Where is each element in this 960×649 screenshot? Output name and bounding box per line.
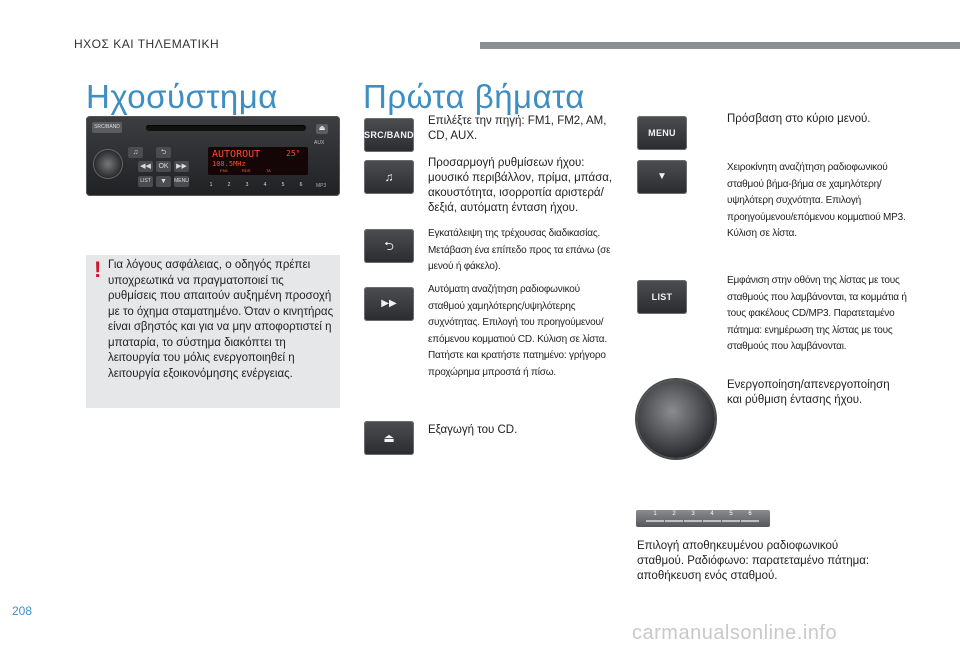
display-main-text: AUTOROUT <box>212 149 261 160</box>
preset-divider <box>665 520 683 522</box>
preset-divider <box>722 520 740 522</box>
back-arrow-icon: ⮌ <box>364 229 414 263</box>
radio-preset-number: 2 <box>227 182 231 188</box>
radio-down-arrow-icon: ▼ <box>156 176 171 187</box>
step-text: Επιλέξτε την πηγή: FM1, FM2, AM, CD, AUX. <box>428 115 607 142</box>
step-text: Εξαγωγή του CD. <box>428 424 518 436</box>
radio-ok-button: OK <box>156 161 171 172</box>
radio-rewind-icon: ◀◀ <box>138 161 153 172</box>
step-text: Ενεργοποίηση/απενεργοποίηση και ρύθμιση έντασης ήχου. <box>727 379 890 406</box>
preset-number: 2 <box>672 511 676 517</box>
music-note-icon: ♫ <box>364 160 414 194</box>
step-text: Εγκατάλειψη της τρέχουσας διαδικασίας. Μετάβαση ένα επίπεδο προς τα επάνω (σε μενού ή φάκελο). <box>428 228 611 272</box>
radio-preset-number: 1 <box>209 182 213 188</box>
cd-slot <box>146 125 306 131</box>
preset-number: 6 <box>748 511 752 517</box>
list-button: LIST <box>637 280 687 314</box>
preset-number: 4 <box>710 511 714 517</box>
eject-icon: ⏏ <box>364 421 414 455</box>
preset-divider <box>684 520 702 522</box>
step-text: Χειροκίνητη αναζήτηση ραδιοφωνικού σταθμού βήμα-βήμα σε χαμηλότερη/υψηλότερη συχνότητα. Επιλογή προηγούμενου/επόμενου κομματιού MP3. Κύλιση σε λίστα. <box>727 162 906 239</box>
right-title: Πρώτα βήματα <box>363 78 585 115</box>
step-text: Πρόσβαση στο κύριο μενού. <box>727 113 871 125</box>
volume-knob-icon <box>637 380 715 458</box>
radio-preset-number: 6 <box>299 182 303 188</box>
display-indicator: RDS <box>242 168 251 173</box>
menu-button: MENU <box>637 116 687 150</box>
radio-src-band-button: SRC/BAND <box>92 122 122 133</box>
radio-menu-button: MENU <box>174 176 189 187</box>
preset-divider <box>741 520 759 522</box>
warning-exclamation-icon: ! <box>94 257 102 282</box>
radio-unit-image <box>86 116 340 196</box>
step-text: Εμφάνιση στην οθόνη της λίστας με τους σταθμούς που λαμβάνονται, τα κομμάτια ή τους φακέλους CD/MP3. Παρατεταμένο πάτημα: ενημέρωση της λίστας με τους σταθμούς που λαμβάνονται. <box>727 275 907 352</box>
preset-divider <box>703 520 721 522</box>
display-temperature: 25° <box>286 149 301 158</box>
radio-aux-label: AUX <box>314 140 325 146</box>
preset-buttons-icon <box>636 510 770 527</box>
radio-preset-number: 4 <box>263 182 267 188</box>
step-text: Επιλογή αποθηκευμένου ραδιοφωνικού σταθμού. Ραδιόφωνο: παρατεταμένο πάτημα: αποθήκευση ενός σταθμού. <box>637 540 870 582</box>
radio-back-arrow-icon: ⮌ <box>156 147 171 158</box>
preset-number: 1 <box>653 511 657 517</box>
left-title: Ηχοσύστημα <box>86 78 278 115</box>
display-indicator: TA <box>266 168 271 173</box>
fast-forward-icon: ▶▶ <box>364 287 414 321</box>
safety-warning-text: Για λόγους ασφάλειας, ο οδηγός πρέπει υποχρεωτικά να πραγματοποιεί τις ρυθμίσεις που απαιτούν αυξημένη προσοχή με το όχημα σταματημένο. Όταν ο κινητήρας είναι σβηστός και για να μην αποφορτιστεί η μπαταρία, το σύστημα διακόπτει τη λειτουργία του μόλις ενεργοποιηθεί η λειτουργία εξοικονόμησης ενέργειας. <box>108 259 334 380</box>
header-bar <box>480 42 960 49</box>
radio-preset-number: 3 <box>245 182 249 188</box>
preset-number: 5 <box>729 511 733 517</box>
radio-mp3-label: MP3 <box>316 183 327 189</box>
watermark: carmanualsonline.info <box>632 622 838 644</box>
radio-fast-forward-icon: ▶▶ <box>174 161 189 172</box>
radio-preset-number: 5 <box>281 182 285 188</box>
radio-preset-strip <box>204 182 314 190</box>
preset-divider <box>646 520 664 522</box>
page-number: 208 <box>12 604 33 618</box>
src-band-button: SRC/BAND <box>364 118 414 152</box>
preset-number: 3 <box>691 511 695 517</box>
display-frequency: 108.5MHz <box>212 160 246 168</box>
safety-warning-box <box>86 255 340 408</box>
down-arrow-icon: ▼ <box>637 160 687 194</box>
step-text: Προσαρμογή ρυθμίσεων ήχου: μουσικό περιβάλλον, πρίμα, μπάσα, ακουστότητα, ισορροπία αριστερά/δεξιά, αυτόματη ένταση ήχου. <box>428 157 613 214</box>
section-header: ΗΧΟΣ ΚΑΙ ΤΗΛΕΜΑΤΙΚΗ <box>74 37 220 51</box>
step-text: Αυτόματη αναζήτηση ραδιοφωνικού σταθμού χαμηλότερης/υψηλότερης συχνότητας. Επιλογή του προηγούμενου/επόμενου κομματιού CD. Κύλιση σε λίστα. Πατήστε και κρατήστε πατημένο: γρήγορο προχώρημα μπροστά ή πίσω. <box>428 284 607 378</box>
display-indicator: FM1 <box>220 168 228 173</box>
radio-list-button: LIST <box>138 176 153 187</box>
radio-music-note-icon: ♫ <box>128 147 143 158</box>
radio-volume-knob-icon <box>94 150 122 178</box>
radio-eject-icon: ⏏ <box>316 124 328 134</box>
radio-display <box>208 147 308 175</box>
